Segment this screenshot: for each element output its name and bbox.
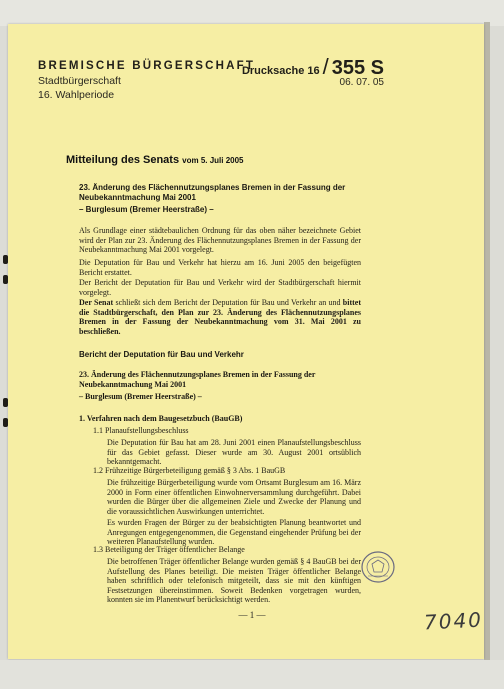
punch-hole <box>3 418 8 427</box>
org-name: BREMISCHE BÜRGERSCHAFT <box>38 60 256 72</box>
page-edge-shadow <box>484 22 490 662</box>
bericht-subtitle: – Burglesum (Bremer Heerstraße) – <box>79 392 202 401</box>
paragraph-senat <box>79 298 361 336</box>
section-1-2-heading: 1.2 Frühzeitige Bürgerbeteiligung gemäß § 3 Abs. 1 BauGB <box>93 466 286 475</box>
punch-hole <box>3 275 8 284</box>
document-slash: / <box>322 54 329 79</box>
election-period: 16. Wahlperiode <box>38 89 115 101</box>
seal-stamp-icon <box>360 550 396 584</box>
mitteilung-heading <box>66 154 244 166</box>
bericht-title: 23. Änderung des Flächennutzungsplanes Bremen in der Fassung der Neubekanntmachung Mai 2001 <box>79 370 316 389</box>
senat-label: Der Senat <box>79 298 114 307</box>
paragraph-intro: Als Grundlage einer städtebaulichen Ordnung für das oben näher bezeichnete Gebiet wird der Plan zur 23. Änderung des Flächennutzungsplanes Bremen in der Fassung der Neubekanntmachung Mai 2001 vorgelegt. <box>79 226 361 255</box>
handwritten-number: 7040 <box>423 607 484 635</box>
mitteilung-date: vom 5. Juli 2005 <box>182 156 244 165</box>
section-1-2-text: Die frühzeitige Bürgerbeteiligung wurde vom Ortsamt Burglesum am 16. März 2000 in Form einer öffentlichen Einwohnerversammlung durchgeführt. Dabei wurden die Bürger über die allgemeinen Ziele und Zwecke der Planung und die voraussichtlichen Auswirkungen unterrichtet. <box>107 478 361 516</box>
mitteilung-title: Mitteilung des Senats <box>66 154 180 166</box>
org-unit: Stadtbürgerschaft <box>38 75 121 87</box>
section-1-2-text-2: Es wurden Fragen der Bürger zu der beabsichtigten Planung beantwortet und Anregungen entgegengenommen, die Gegenstand eingehender Prüfung bei der weiteren Planaufstellung wurden. <box>107 518 361 547</box>
punch-hole <box>3 255 8 264</box>
page-number: — 1 — <box>238 610 266 620</box>
section-1-3-text: Die betroffenen Träger öffentlicher Belange wurden gemäß § 4 BauGB bei der Aufstellung des Planes beteiligt. Die meisten Träger öffentlicher Belange haben schriftlich oder telefonisch mitgeteilt, dass sie mit den künftigen Festsetzungen übereinstimmen. Soweit Bedenken vorgetragen wurden, konnten sie im Planentwurf berücksichtigt werden. <box>107 557 361 605</box>
bericht-heading: Bericht der Deputation für Bau und Verkehr <box>79 350 244 359</box>
subject-subtitle: – Burglesum (Bremer Heerstraße) – <box>79 205 214 214</box>
senat-text: schließt sich dem Bericht der Deputation für Bau und Verkehr an und <box>113 298 343 307</box>
section-1-heading: 1. Verfahren nach dem Baugesetzbuch (BauGB) <box>79 414 243 423</box>
scan-background-bottom <box>0 660 504 689</box>
section-1-1-heading: 1.1 Planaufstellungsbeschluss <box>93 426 189 435</box>
paragraph-bericht: Der Bericht der Deputation für Bau und Verkehr wird der Stadtbürgerschaft hiermit vorgelegt. <box>79 278 361 297</box>
section-1-1-text: Die Deputation für Bau hat am 28. Juni 2001 einen Planaufstellungsbeschluss für das Gebiet gefasst. Dieser wurde am 30. August 2001 ortsüblich bekanntgemacht. <box>107 438 361 467</box>
subject-title: 23. Änderung des Flächennutzungsplanes Bremen in der Fassung der Neubekanntmachung Mai 2001 <box>79 183 346 202</box>
section-1-3-heading: 1.3 Beteiligung der Träger öffentlicher Belange <box>93 545 245 554</box>
scan-background-top <box>0 0 504 26</box>
paragraph-deputation: Die Deputation für Bau und Verkehr hat hierzu am 16. Juni 2005 den beigefügten Bericht erstattet. <box>79 258 361 277</box>
document-label: Drucksache 16 <box>241 65 320 77</box>
punch-hole <box>3 398 8 407</box>
senat-request: bittet die Stadtbürgerschaft, den Plan zur 23. Änderung des Flächennutzungsplanes Bremen in der Fassung der Neubekanntmachung vom 31. Mai 2001 zu beschließen. <box>79 298 361 336</box>
document-id: 355 S <box>331 57 384 79</box>
document-date: 06. 07. 05 <box>339 77 384 88</box>
